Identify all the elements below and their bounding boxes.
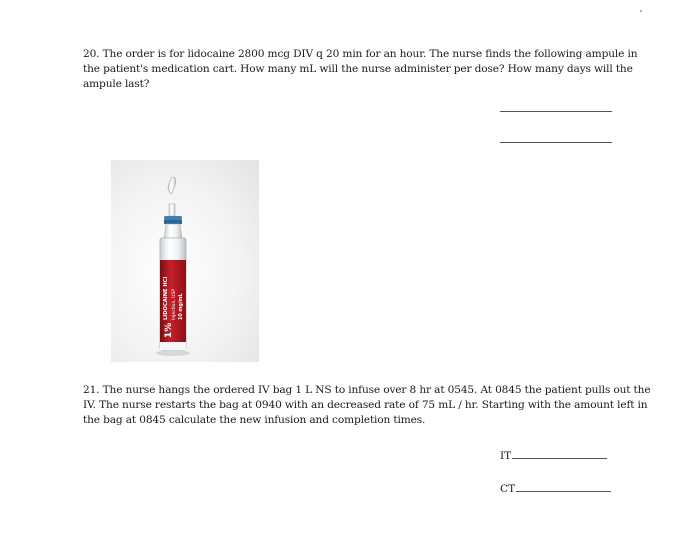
ampule-percent: 1% (164, 322, 174, 338)
it-answer-field[interactable] (500, 450, 607, 462)
lidocaine-ampule-image (111, 160, 259, 362)
ct-answer-line[interactable] (516, 491, 611, 492)
ampule-drug-name: LIDOCAINE HCl (163, 276, 169, 320)
question-21: 21. The nurse hangs the ordered IV bag 1 L NS to infuse over 8 hr at 0545. At 0845 the patient pulls out the IV. The nurse restarts the bag at 0940 with an decreased rate of 75 mL / hr. Starting with the amount left in the bag at 0845 calculate the new infusion and completion times. (83, 384, 651, 426)
question-20: 20. The order is for lidocaine 2800 mcg DIV q 20 min for an hour. The nurse finds the following ampule in the patient's medication cart. How many mL will the nurse administer per dose? How many days will the ampule last? (83, 48, 638, 90)
it-label: IT (500, 450, 512, 462)
ampule-photo (111, 160, 259, 362)
ampule-form: Injection, USP (172, 288, 177, 320)
ct-answer-field[interactable] (500, 483, 611, 495)
ampule-strength: 10 mg/mL (179, 293, 184, 320)
it-answer-line[interactable] (512, 458, 607, 459)
scan-speck (640, 10, 642, 12)
q20-answer-line-2[interactable] (500, 142, 612, 143)
ct-label: CT (500, 483, 516, 495)
q20-answer-line-1[interactable] (500, 111, 612, 112)
